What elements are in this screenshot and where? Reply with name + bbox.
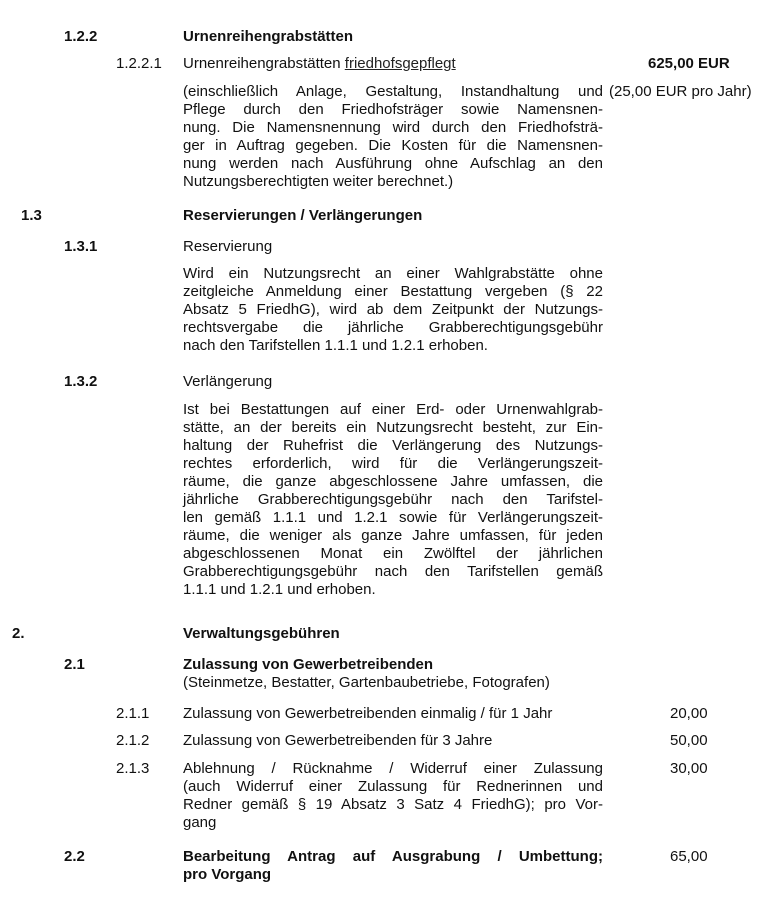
description-line: räume, die weniger als ganze Jahre umfassen, für jeden: [183, 527, 603, 544]
section-number: 1.2.2: [64, 28, 98, 45]
description-line: (einschließlich Anlage, Gestaltung, Instandhaltung und: [183, 83, 603, 100]
description-line: Wird ein Nutzungsrecht an einer Wahlgrabstätte ohne: [183, 265, 603, 282]
description-line: abgeschlossenen Monat ein Zwölftel der jährlichen: [183, 545, 603, 562]
item-number: 2.1.2: [116, 732, 150, 749]
description-line: Pflege durch den Friedhofsträger sowie Namensnen-: [183, 101, 603, 118]
section-title: Verwaltungsgebühren: [183, 625, 340, 642]
description-line: 1.1.1 und 1.2.1 und erhoben.: [183, 581, 376, 598]
item-title-link[interactable]: friedhofsgepflegt: [344, 55, 456, 72]
description-line: haltung der Ruhefrist die Verlängerung des Nutzungs-: [183, 437, 603, 454]
description-line: Absatz 5 FriedhG), wird ab dem Zeitpunkt der Nutzungs-: [183, 301, 603, 318]
description-line: len gemäß 1.1.1 und 1.2.1 sowie für Verlängerungszeit-: [183, 509, 603, 526]
description-line: räume, die ganze abgeschlossene Jahre umfassen, die: [183, 473, 603, 490]
description-line: rechtes erforderlich, wird für die Verlängerungszeit-: [183, 455, 603, 472]
subsection-description: [183, 265, 603, 355]
item-title: Zulassung von Gewerbetreibenden einmalig / für 1 Jahr: [183, 705, 553, 722]
description-line: nach den Tarifstellen 1.1.1 und 1.2.1 erhoben.: [183, 337, 488, 354]
item-price: 50,00: [670, 732, 708, 749]
title-line: pro Vorgang: [183, 866, 272, 883]
item-number: 1.2.2.1: [116, 55, 162, 72]
item-price: 20,00: [670, 705, 708, 722]
description-line: ger in Auftrag gegeben. Die Kosten für die Namensnen-: [183, 137, 603, 154]
item-title-text: Urnenreihengrabstätten: [183, 55, 345, 72]
subsection-description: [183, 401, 603, 599]
item-price: 625,00 EUR: [648, 55, 730, 72]
subsection-title: Zulassung von Gewerbetreibenden: [183, 656, 434, 673]
description-line: Nutzungsberechtigten weiter berechnet.): [183, 173, 454, 190]
item-number: 2.1.3: [116, 760, 150, 777]
description-line: zeitgleiche Anmeldung einer Bestattung vergeben (§ 22: [183, 283, 603, 300]
description-line: stätte, an der bereits ein Nutzungsrecht besteht, zur Ein-: [183, 419, 603, 436]
item-title: Zulassung von Gewerbetreibenden für 3 Jahre: [183, 732, 493, 749]
section-number: 1.3: [21, 207, 42, 224]
title-line: Bearbeitung Antrag auf Ausgrabung / Umbettung;: [183, 848, 603, 865]
description-line: rechtsvergabe die jährliche Grabberechtigungsgebühr: [183, 319, 603, 336]
item-title: [183, 55, 456, 73]
subsection-title: [183, 848, 603, 884]
description-line: Grabberechtigungsgebühr nach den Tarifstellen gemäß: [183, 563, 603, 580]
subsection-title: Verlängerung: [183, 373, 273, 390]
section-number: 2.: [12, 625, 25, 642]
section-title: Reservierungen / Verlängerungen: [183, 207, 423, 224]
item-description: [183, 83, 603, 191]
subsection-number: 2.2: [64, 848, 85, 865]
item-title: [183, 760, 603, 832]
item-line: Ablehnung / Rücknahme / Widerruf einer Zulassung: [183, 760, 603, 777]
item-line: gang: [183, 814, 217, 831]
item-number: 2.1.1: [116, 705, 150, 722]
description-line: nung. Die Namensnennung wird durch den Friedhofsträ-: [183, 119, 603, 136]
subsection-number: 1.3.1: [64, 238, 98, 255]
item-line: (auch Widerruf einer Zulassung für Rednerinnen und: [183, 778, 603, 795]
description-line: jährliche Grabberechtigungsgebühr nach den Tarifstel-: [183, 491, 603, 508]
item-price: 65,00: [670, 848, 708, 865]
subsection-title: Reservierung: [183, 238, 273, 255]
subsection-number: 2.1: [64, 656, 85, 673]
subsection-subtitle: (Steinmetze, Bestatter, Gartenbaubetriebe, Fotografen): [183, 674, 550, 691]
item-price: 30,00: [670, 760, 708, 777]
subsection-number: 1.3.2: [64, 373, 98, 390]
description-line: Ist bei Bestattungen auf einer Erd- oder Urnenwahlgrab-: [183, 401, 603, 418]
item-price-per-year: (25,00 EUR pro Jahr): [609, 83, 752, 100]
section-title: Urnenreihengrabstätten: [183, 28, 354, 45]
item-line: Redner gemäß § 19 Absatz 3 Satz 4 FriedhG); pro Vor-: [183, 796, 603, 813]
description-line: nung werden nach Ausführung ohne Aufschlag an den: [183, 155, 603, 172]
